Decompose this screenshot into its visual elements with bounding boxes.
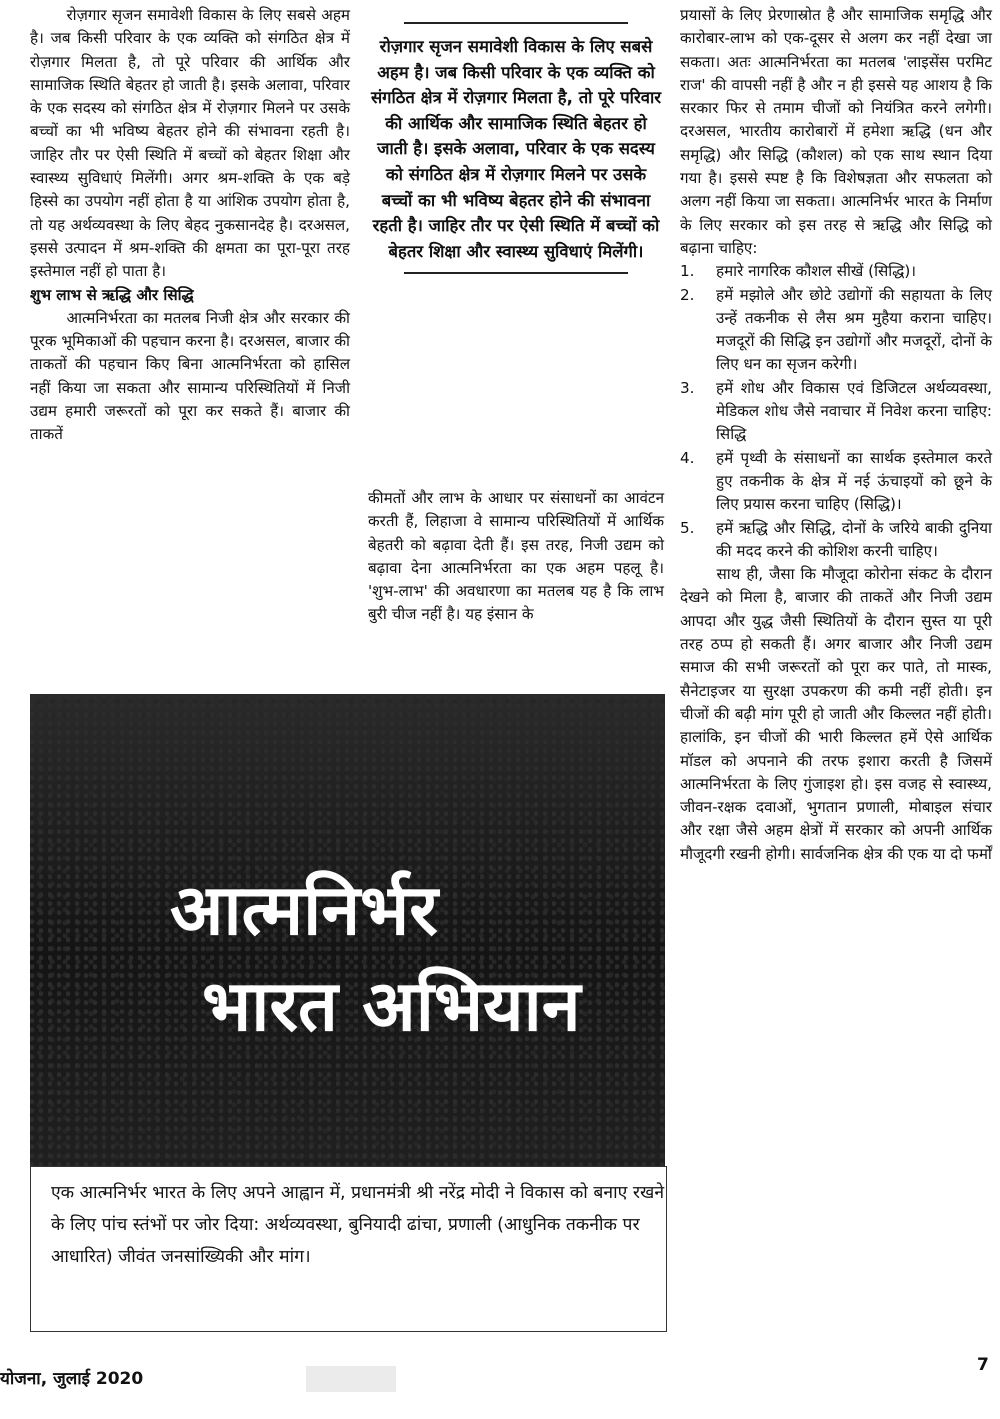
paragraph: कीमतों और लाभ के आधार पर संसाधनों का आवंटन करती हैं, लिहाजा वे सामान्य परिस्थितियों में आर्थिक बेहतरी को बढ़ावा देती हैं। इस तरह, निजी उद्यम को बढ़ावा देना आत्मनिर्भरता का एक अहम पहलू है। 'शुभ-लाभ' की अवधारणा का मतलब यह है कि लाभ बुरी चीज नहीं है। यह इंसान के: [368, 489, 664, 624]
publication-footer: योजना, जुलाई 2020: [0, 1369, 144, 1389]
list-number: 5.: [680, 518, 695, 537]
list-text: हमें पृथ्वी के संसाधनों का सार्थक इस्तेमाल करते हुए तकनीक के क्षेत्र में नई ऊंचाइयों को छूने के लिए प्रयास करना चाहिए (सिद्धि)।: [716, 448, 992, 514]
scan-smudge: [306, 1366, 396, 1392]
paragraph: प्रयासों के लिए प्रेरणास्रोत है और सामाजिक समृद्धि और कारोबार-लाभ को एक-दूसर से अलग कर नहीं देखा जा सकता। अतः आत्मनिर्भरता का मतलब 'लाइसेंस परमिट राज' की वापसी नहीं है और न ही इससे यह आशय है कि सरकार फिर से तमाम चीजों को नियंत्रित करने लगेगी। दरअसल, भारतीय कारोबारों में हमेशा ऋद्धि (धन और समृद्धि) और सिद्धि (कौशल) को एक साथ स्थान दिया गया है। इससे स्पष्ट है कि विशेषज्ञता और सफलता को अलग नहीं किया जा सकता। आत्मनिर्भर भारत के निर्माण के लिए सरकार को इस तरह से ऋद्धि और सिद्धि को बढ़ाना चाहिए:: [680, 6, 992, 257]
section-subheading: शुभ लाभ से ऋद्धि और सिद्धि: [30, 285, 194, 304]
list-item: [680, 284, 992, 377]
paragraph: साथ ही, जैसा कि मौजूदा कोरोना संकट के दौरान देखने को मिला है, बाजार की ताकतें और निजी उद्यम आपदा और युद्ध जैसी स्थितियों के दौरान सुस्त या पूरी तरह ठप्प हो सकती हैं। अगर बाजार और निजी उद्यम समाज की सभी जरूरतों को पूरा कर पाते, तो मास्क, सैनेटाइजर या सुरक्षा उपकरण की कमी नहीं होती। इन चीजों की बढ़ी मांग पूरी हो जाती और किल्लत नहीं होती। हालांकि, इन चीजों की भारी किल्लत हमें ऐसे आर्थिक मॉडल को अपनाने की तरफ इशारा करती है जिसमें आत्मनिर्भरता के लिए गुंजाइश हो। इस वजह से स्वास्थ्य, जीवन-रक्षक दवाओं, भुगतान प्रणाली, मोबाइल संचार और रक्षा जैसे अहम क्षेत्रों में सरकार को अपनी आर्थिक मौजूदगी रखनी होगी। सार्वजनिक क्षेत्र की एक या दो फर्मों: [680, 565, 992, 863]
list-number: 4.: [680, 448, 695, 467]
banner-title-line-1: आत्मनिर्भर: [170, 869, 438, 951]
banner-title-line-2: भारत अभियान: [202, 965, 581, 1047]
pull-quote-top-rule: [404, 22, 628, 24]
caption-box: एक आत्मनिर्भर भारत के लिए अपने आह्वान में, प्रधानमंत्री श्री नरेंद्र मोदी ने विकास को बनाए रखने के लिए पांच स्तंभों पर जोर दिया: अर्थव्यवस्था, बुनियादी ढांचा, प्रणाली (आधुनिक तकनीक पर आधारित) जीवंत जनसांख्यिकी और मांग।: [30, 1166, 667, 1332]
page-number: 7: [977, 1355, 989, 1375]
column-2: [368, 487, 664, 627]
list-item: [680, 260, 992, 283]
numbered-list: [680, 260, 992, 563]
list-number: 2.: [680, 285, 695, 304]
list-text: हमें शोध और विकास एवं डिजिटल अर्थव्यवस्था, मेडिकल शोध जैसे नवाचार में निवेश करना चाहिए: सिद्धि: [716, 378, 992, 444]
pull-quote-bottom-rule: [404, 272, 628, 274]
list-text: हमारे नागरिक कौशल सीखें (सिद्धि)।: [716, 262, 917, 281]
list-item: [680, 447, 992, 517]
pull-quote: [368, 22, 664, 274]
banner-title: [170, 862, 590, 1054]
column-3: [680, 4, 992, 866]
list-item: [680, 517, 992, 564]
paragraph: रोज़गार सृजन समावेशी विकास के लिए सबसे अहम है। जब किसी परिवार के एक व्यक्ति को संगठित क्षेत्र में रोज़गार मिलता है, तो पूरे परिवार की आर्थिक और सामाजिक स्थिति बेहतर हो जाती है। इसके अलावा, परिवार के एक सदस्य को संगठित क्षेत्र में रोज़गार मिलने पर उसके बच्चों का भी भविष्य बेहतर होने की संभावना रहती है। जाहिर तौर पर ऐसी स्थिति में बच्चों को बेहतर शिक्षा और स्वास्थ्य सुविधाएं मिलेंगी। अगर श्रम-शक्ति के एक बड़े हिस्से का उपयोग नहीं होता है या आंशिक उपयोग होता है, तो यह अर्थव्यवस्था के लिए बेहद नुकसानदेह है। दरअसल, इससे उत्पादन में श्रम-शक्ति की क्षमता का पूरा-पूरा तरह इस्तेमाल नहीं हो पाता है।: [30, 6, 350, 281]
pull-quote-text: रोज़गार सृजन समावेशी विकास के लिए सबसे अहम है। जब किसी परिवार के एक व्यक्ति को संगठित क्षेत्र में रोज़गार मिलता है, तो पूरे परिवार की आर्थिक और सामाजिक स्थिति बेहतर हो जाती है। इसके अलावा, परिवार के एक सदस्य को संगठित क्षेत्र में रोज़गार मिलने पर उसके बच्चों का भी भविष्य बेहतर होने की संभावना रहती है। जाहिर तौर पर ऐसी स्थिति में बच्चों को बेहतर शिक्षा और स्वास्थ्य सुविधाएं मिलेंगी।: [370, 37, 662, 261]
banner-image: [30, 694, 665, 1166]
list-number: 3.: [680, 378, 695, 397]
list-text: हमें मझोले और छोटे उद्योगों की सहायता के लिए उन्हें तकनीक से लैस श्रम मुहैया कराना चाहिए। मजदूरों की सिद्धि इन उद्योगों और मजदूरों, दोनों के लिए धन का सृजन करेगी।: [716, 285, 992, 374]
list-text: हमें ऋद्धि और सिद्धि, दोनों के जरिये बाकी दुनिया की मदद करने की कोशिश करनी चाहिए।: [716, 518, 992, 560]
list-item: [680, 377, 992, 447]
column-1: [30, 4, 350, 447]
list-number: 1.: [680, 262, 695, 281]
paragraph: आत्मनिर्भरता का मतलब निजी क्षेत्र और सरकार की पूरक भूमिकाओं की पहचान करना है। दरअसल, बाजार की ताकतों की पहचान किए बिना आत्मनिर्भरता को हासिल नहीं किया जा सकता और सामान्य परिस्थितियों में निजी उद्यम हमारी जरूरतों को पूरा कर सकते हैं। बाजार की ताकतें: [30, 308, 350, 444]
